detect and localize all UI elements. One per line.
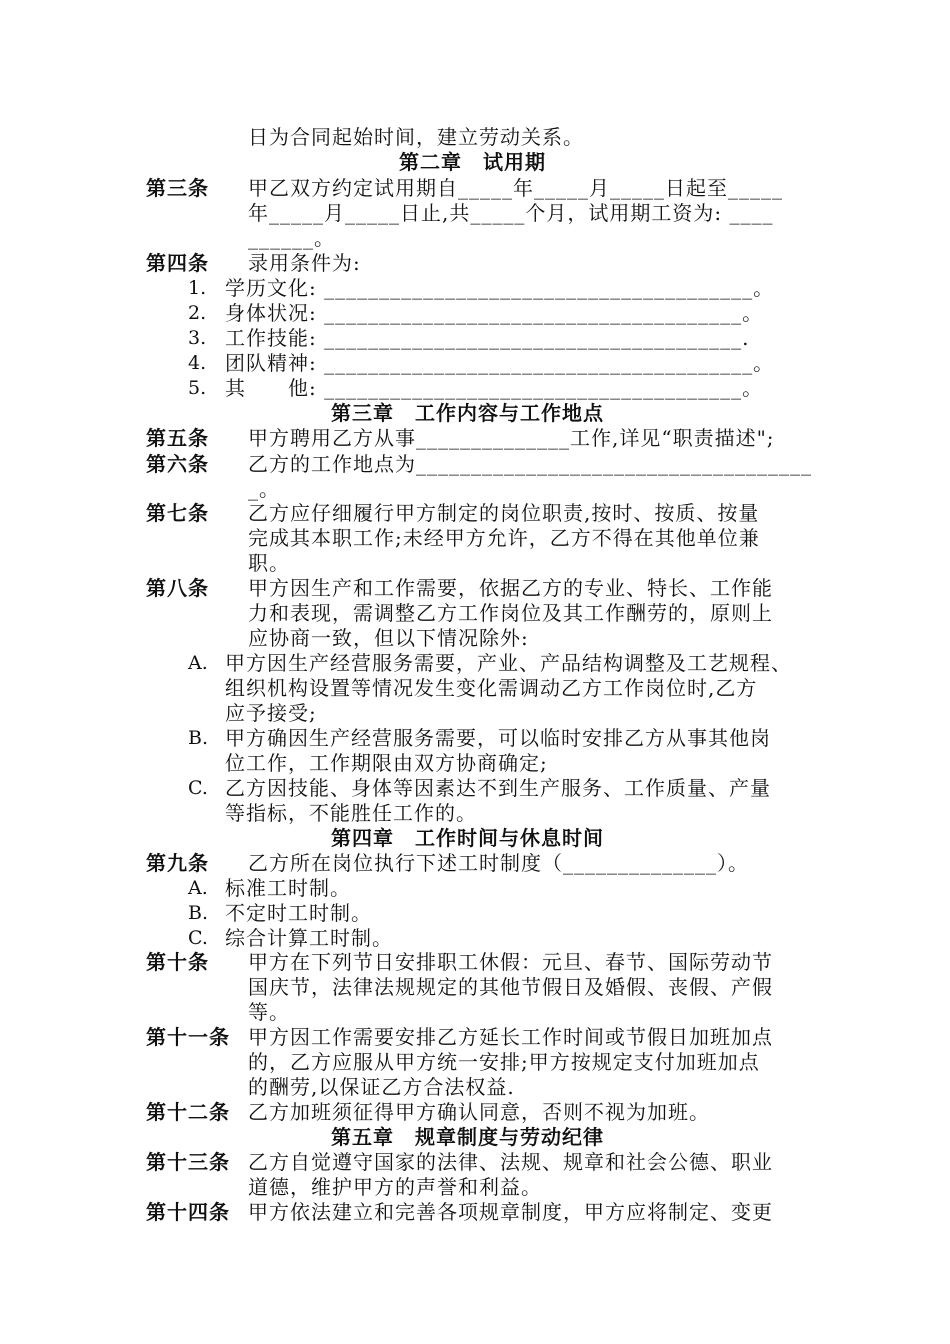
body-line: 应协商一致，但以下情况除外: bbox=[248, 626, 529, 650]
body-line: 职。 bbox=[248, 551, 290, 575]
article-label: 第九条 bbox=[146, 851, 209, 875]
article-label: 第四条 bbox=[146, 251, 209, 275]
list-item: 综合计算工时制。 bbox=[225, 926, 393, 950]
list-number: 3. bbox=[188, 327, 207, 349]
list-item: 团队精神: _______________________________________。 bbox=[225, 351, 775, 375]
list-item: 学历文化: _______________________________________。 bbox=[225, 276, 775, 300]
body-line: _。 bbox=[248, 477, 280, 501]
list-item: 位工作，工作期限由双方协商确定; bbox=[225, 751, 548, 775]
article-label: 第六条 bbox=[146, 452, 209, 476]
list-item: 工作技能: ______________________________________. bbox=[225, 326, 750, 350]
body-line: 乙方应仔细履行甲方制定的岗位职责,按时、按质、按量 bbox=[248, 501, 760, 525]
body-line: 的酬劳,以保证乙方合法权益. bbox=[248, 1075, 515, 1099]
article-label: 第十二条 bbox=[146, 1100, 230, 1124]
chapter-heading: 第二章 试用期 bbox=[399, 150, 546, 174]
body-line: 甲方在下列节日安排职工休假：元旦、春节、国际劳动节 bbox=[248, 950, 773, 974]
list-item: 等指标，不能胜任工作的。 bbox=[225, 801, 477, 825]
article-label: 第十三条 bbox=[146, 1150, 230, 1174]
body-line: 乙方加班须征得甲方确认同意，否则不视为加班。 bbox=[248, 1100, 710, 1124]
list-number: 1. bbox=[188, 277, 207, 299]
body-line: 录用条件为: bbox=[248, 251, 361, 275]
article-label: 第十一条 bbox=[146, 1025, 230, 1049]
body-line: 甲方聘用乙方从事______________工作,详见“职责描述"; bbox=[248, 426, 775, 450]
list-item: 甲方确因生产经营服务需要，可以临时安排乙方从事其他岗 bbox=[225, 726, 771, 750]
list-item: 乙方因技能、身体等因素达不到生产服务、工作质量、产量 bbox=[225, 776, 771, 800]
list-item: 其 他: ______________________________________。 bbox=[225, 376, 764, 400]
list-letter: A. bbox=[188, 877, 208, 899]
body-line: 甲方依法建立和完善各项规章制度，甲方应将制定、变更 bbox=[248, 1200, 773, 1224]
list-letter: C. bbox=[188, 777, 208, 799]
list-number: 4. bbox=[188, 352, 207, 374]
list-item: 甲方因生产经营服务需要，产业、产品结构调整及工艺规程、 bbox=[225, 651, 792, 675]
chapter-heading: 第三章 工作内容与工作地点 bbox=[331, 401, 604, 425]
list-letter: B. bbox=[188, 727, 209, 749]
list-item: 不定时工时制。 bbox=[225, 901, 372, 925]
body-line: ______。 bbox=[248, 226, 335, 250]
body-line: 力和表现，需调整乙方工作岗位及其工作酬劳的，原则上 bbox=[248, 601, 773, 625]
body-line: 完成其本职工作;未经甲方允许，乙方不得在其他单位兼 bbox=[248, 526, 760, 550]
article-label: 第七条 bbox=[146, 501, 209, 525]
list-letter: C. bbox=[188, 927, 208, 949]
body-line: 甲乙双方约定试用期自_____年_____月_____日起至_____ bbox=[248, 176, 783, 200]
list-item: 身体状况: ______________________________________。 bbox=[225, 301, 764, 325]
chapter-heading: 第四章 工作时间与休息时间 bbox=[331, 826, 604, 850]
article-label: 第十四条 bbox=[146, 1200, 230, 1224]
list-item: 组织机构设置等情况发生变化需调动乙方工作岗位时,乙方 bbox=[225, 676, 758, 700]
body-line: 乙方自觉遵守国家的法律、法规、规章和社会公德、职业 bbox=[248, 1150, 773, 1174]
chapter-heading: 第五章 规章制度与劳动纪律 bbox=[331, 1125, 604, 1149]
article-label: 第八条 bbox=[146, 576, 209, 600]
body-line: 的，乙方应服从甲方统一安排;甲方按规定支付加班加点 bbox=[248, 1050, 760, 1074]
list-item: 标准工时制。 bbox=[225, 876, 351, 900]
body-line: 日为合同起始时间，建立劳动关系。 bbox=[248, 125, 584, 149]
body-line: 等。 bbox=[248, 1000, 290, 1024]
body-line: 国庆节，法律法规规定的其他节假日及婚假、丧假、产假 bbox=[248, 975, 773, 999]
list-letter: A. bbox=[188, 652, 208, 674]
article-label: 第三条 bbox=[146, 176, 209, 200]
body-line: 乙方的工作地点为____________________________________ bbox=[248, 452, 812, 476]
article-label: 第五条 bbox=[146, 426, 209, 450]
body-line: 乙方所在岗位执行下述工时制度（______________）。 bbox=[248, 851, 749, 875]
body-line: 甲方因生产和工作需要，依据乙方的专业、特长、工作能 bbox=[248, 576, 773, 600]
list-item: 应予接受; bbox=[225, 701, 317, 725]
article-label: 第十条 bbox=[146, 950, 209, 974]
body-line: 甲方因工作需要安排乙方延长工作时间或节假日加班加点 bbox=[248, 1025, 773, 1049]
body-line: 年_____月_____日止,共_____个月，试用期工资为: ____ bbox=[248, 201, 774, 225]
list-number: 5. bbox=[188, 377, 207, 399]
list-number: 2. bbox=[188, 302, 207, 324]
list-letter: B. bbox=[188, 902, 209, 924]
body-line: 道德，维护甲方的声誉和利益。 bbox=[248, 1175, 542, 1199]
